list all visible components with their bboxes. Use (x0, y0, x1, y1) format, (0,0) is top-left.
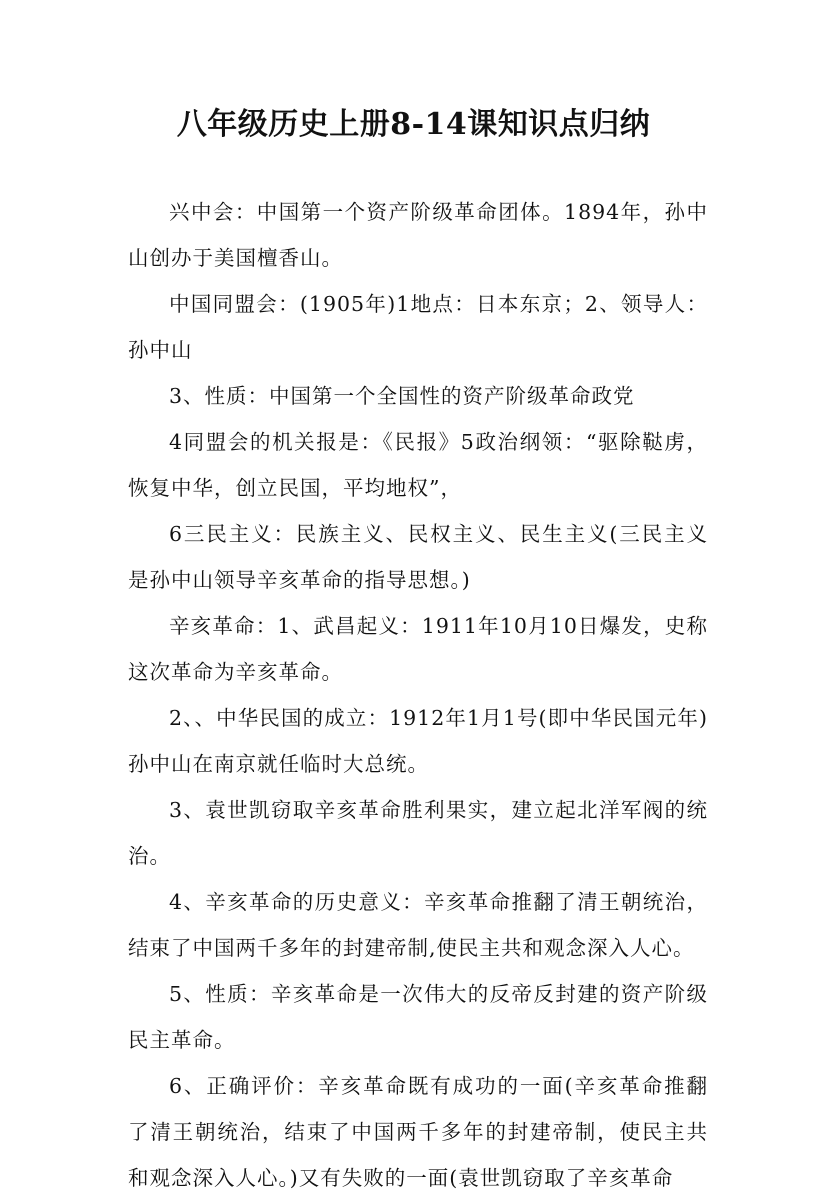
paragraph-revolution-nature: 5、性质：辛亥革命是一次伟大的反帝反封建的资产阶级民主革命。 (128, 982, 708, 1052)
paragraph-yuan-shikai: 3、袁世凯窃取辛亥革命胜利果实，建立起北洋军阀的统治。 (128, 798, 708, 868)
paragraph-republic-founding: 2、、中华民国的成立：1912年1月1号(即中华民国元年)孙中山在南京就任临时大总统。 (128, 706, 708, 776)
paragraph-nature: 3、性质：中国第一个全国性的资产阶级革命政党 (169, 384, 635, 408)
paragraph-xingzhonghui: 兴中会：中国第一个资产阶级革命团体。1894年，孙中山创办于美国檀香山。 (128, 200, 708, 270)
paragraph-minbao: 4同盟会的机关报是：《民报》5政治纲领：“驱除鞑虏，恢复中华，创立民国，平均地权”， (128, 430, 708, 500)
paragraph-tongmenghui: 中国同盟会：(1905年)1地点：日本东京；2、领导人：孙中山 (128, 292, 708, 362)
paragraph-evaluation: 6、正确评价：辛亥革命既有成功的一面(辛亥革命推翻了清王朝统治，结束了中国两千多年的封建帝制，使民主共和观念深入人心。)又有失败的一面(袁世凯窃取了辛亥革命 (128, 1074, 708, 1190)
paragraph-three-principles: 6三民主义：民族主义、民权主义、民生主义(三民主义是孙中山领导辛亥革命的指导思想。) (128, 522, 708, 592)
paragraph-significance: 4、辛亥革命的历史意义：辛亥革命推翻了清王朝统治，结束了中国两千多年的封建帝制,使民主共和观念深入人心。 (128, 890, 708, 960)
paragraph-xinhai-revolution: 辛亥革命：1、武昌起义：1911年10月10日爆发，史称这次革命为辛亥革命。 (128, 614, 708, 684)
document-title: 八年级历史上册8-14课知识点归纳 (176, 107, 651, 142)
document-body (128, 189, 708, 1201)
